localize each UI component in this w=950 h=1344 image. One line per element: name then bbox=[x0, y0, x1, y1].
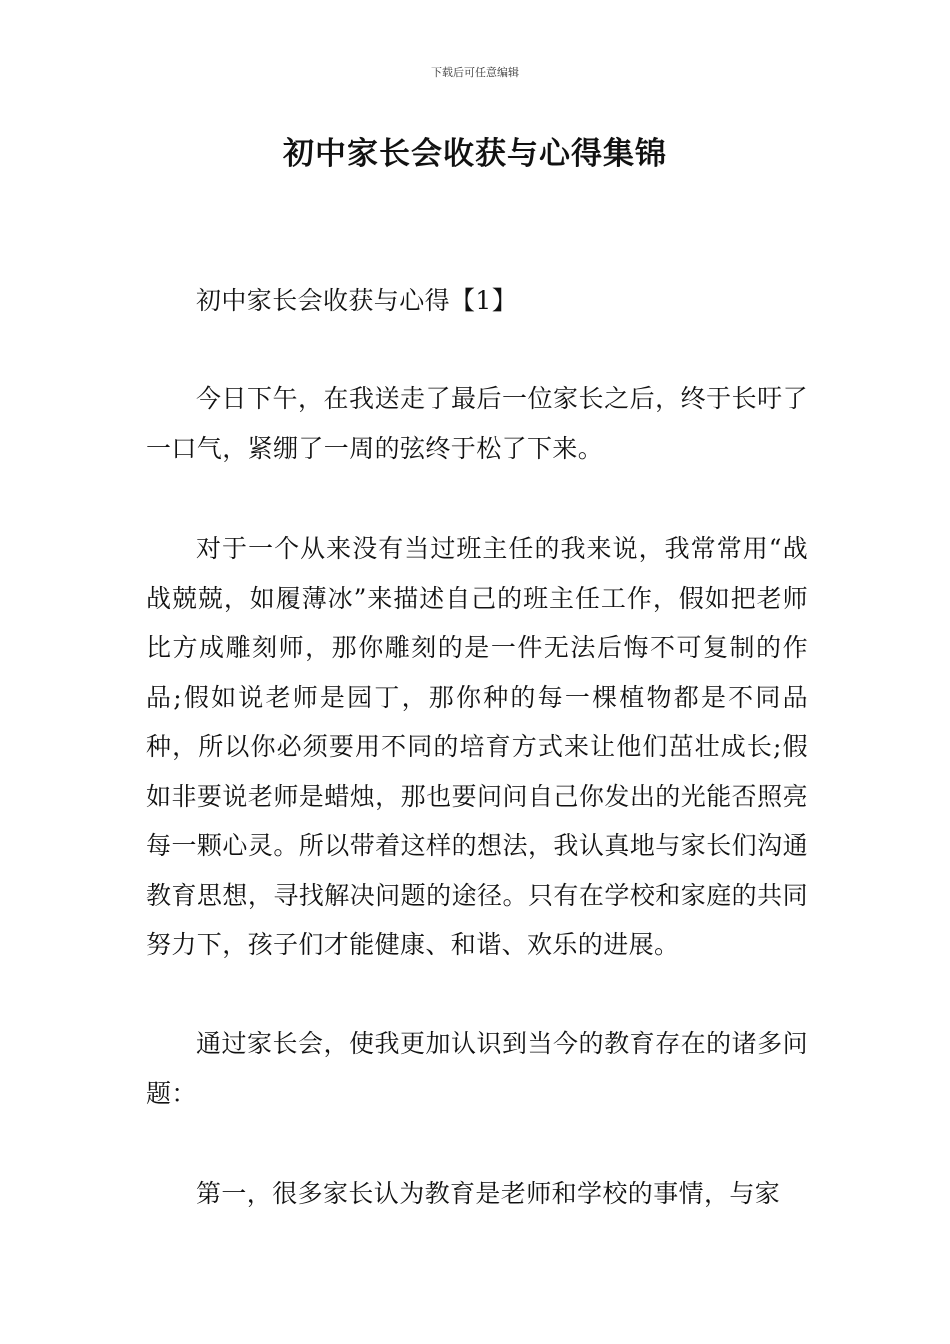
document-title: 初中家长会收获与心得集锦 bbox=[283, 136, 667, 172]
header-note: 下载后可任意编辑 bbox=[431, 66, 519, 79]
paragraph: 对于一个从来没有当过班主任的我来说，我常常用“战战兢兢，如履薄冰”来描述自己的班主任工作，假如把老师比方成雕刻师，那你雕刻的是一件无法后悔不可复制的作品;假如说老师是园丁，那你种的每一棵植物都是不同品种，所以你必须要用不同的培育方式来让他们茁壮成长;假如非要说老师是蜡烛，那也要问问自己你发出的光能否照亮每一颗心灵。所以带着这样的想法，我认真地与家长们沟通教育思想，寻找解决问题的途径。只有在学校和家庭的共同努力下，孩子们才能健康、和谐、欢乐的进展。 bbox=[146, 534, 808, 959]
paragraph: 通过家长会，使我更加认识到当今的教育存在的诸多问题： bbox=[146, 1029, 808, 1108]
section-heading: 初中家长会收获与心得【1】 bbox=[196, 286, 518, 315]
paragraph: 今日下午，在我送走了最后一位家长之后，终于长吁了一口气，紧绷了一周的弦终于松了下来。 bbox=[146, 384, 808, 463]
paragraph: 第一，很多家长认为教育是老师和学校的事情，与家 bbox=[196, 1179, 781, 1208]
